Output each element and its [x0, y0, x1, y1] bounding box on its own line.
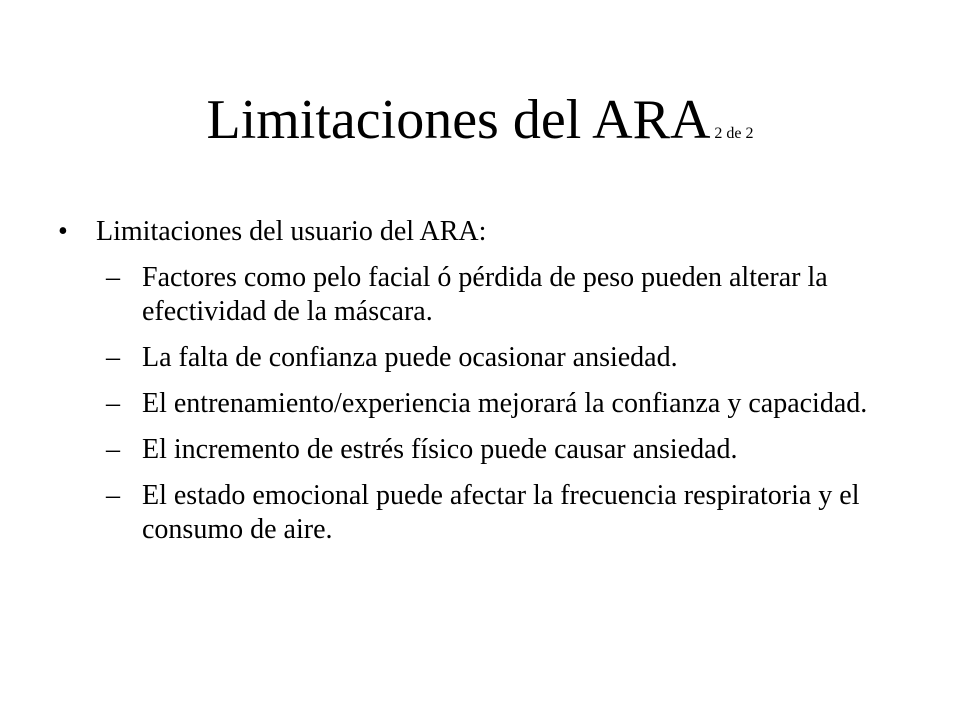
- title-text: Limitaciones del ARA: [206, 89, 711, 151]
- title-page-indicator: 2 de 2: [714, 125, 754, 142]
- slide-content: [58, 213, 918, 559]
- sub-bullet-item: [58, 387, 918, 421]
- bullet-text: Limitaciones del usuario del ARA:: [96, 216, 487, 247]
- bullet-marker: •: [58, 216, 68, 247]
- sub-bullet-marker: –: [106, 342, 120, 373]
- sub-bullet-list: [58, 261, 918, 547]
- sub-bullet-text: Factores como pelo facial ó pérdida de peso pueden alterar la efectividad de la máscara.: [142, 262, 828, 327]
- sub-bullet-item: [58, 341, 918, 375]
- sub-bullet-marker: –: [106, 388, 120, 419]
- sub-bullet-text: La falta de confianza puede ocasionar ansiedad.: [142, 342, 678, 373]
- sub-bullet-text: El estado emocional puede afectar la frecuencia respiratoria y el consumo de aire.: [142, 480, 860, 545]
- sub-bullet-text: El incremento de estrés físico puede causar ansiedad.: [142, 434, 738, 465]
- sub-bullet-item: [58, 479, 918, 547]
- sub-bullet-item: [58, 433, 918, 467]
- sub-bullet-text: El entrenamiento/experiencia mejorará la confianza y capacidad.: [142, 388, 868, 419]
- sub-bullet-marker: –: [106, 262, 120, 293]
- sub-bullet-item: [58, 261, 918, 329]
- bullet-item: [58, 213, 918, 251]
- sub-bullet-marker: –: [106, 480, 120, 511]
- sub-bullet-marker: –: [106, 434, 120, 465]
- slide-title: [0, 89, 960, 151]
